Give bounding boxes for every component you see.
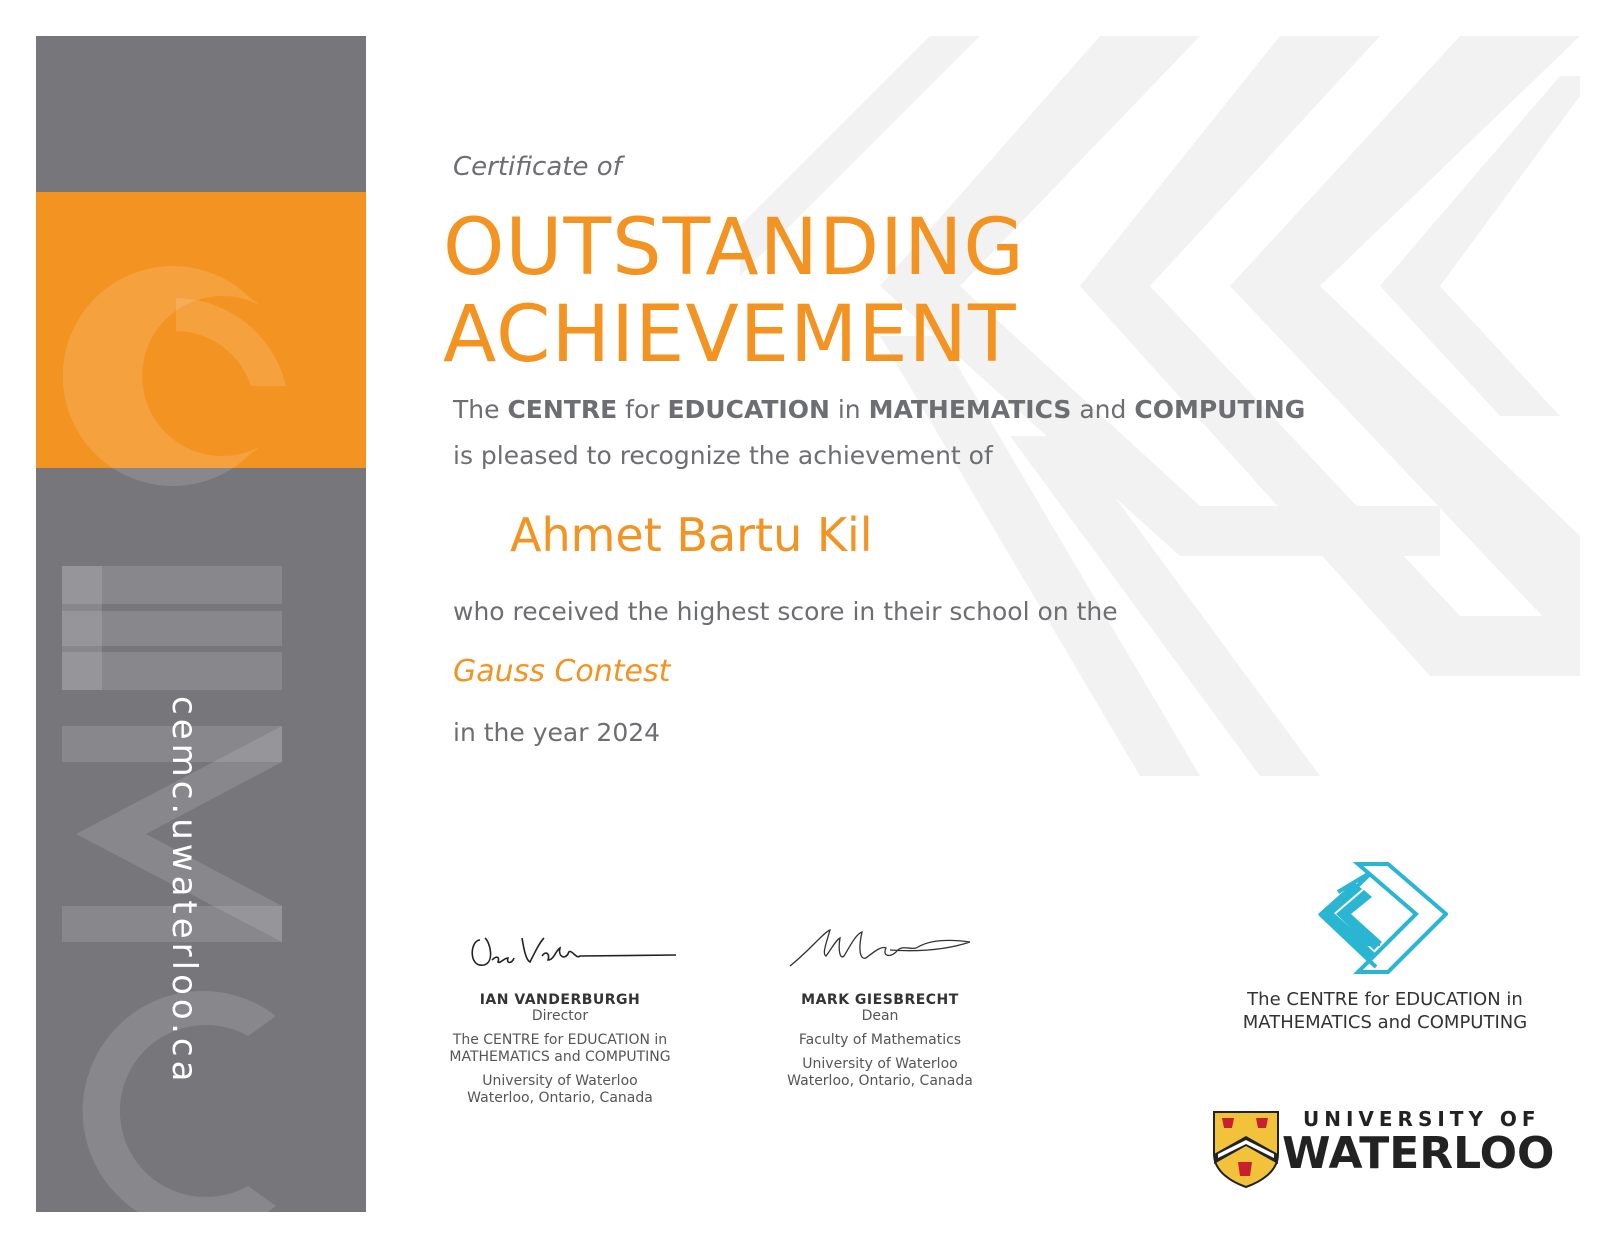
cemc-logo-icon [1318,862,1448,974]
signatory-role: Director [531,1008,589,1024]
org-word: in [837,395,861,424]
signatory-org-line: Faculty of Mathematics [798,1032,962,1048]
title-line-1: OUTSTANDING [443,203,1025,293]
side-band [36,36,366,1212]
university-name-top: UNIVERSITY OF [1303,1107,1541,1131]
signature-block-dean [760,920,1000,1090]
contest-name: Gauss Contest [453,654,671,689]
achievement-line: who received the highest score in their school on the [453,597,1118,626]
org-word: The [453,395,500,424]
signatory-name: IAN VANDERBURGH [479,992,641,1008]
signatory-role: Dean [861,1008,899,1024]
website-url: cemc.uwaterloo.ca [164,696,204,1086]
signatory-org-line: The CENTRE for EDUCATION in [452,1032,668,1048]
signature-image [440,920,680,980]
cemc-logo-text [1225,988,1545,1034]
cemc-logo-text-line: MATHEMATICS and COMPUTING [1242,1012,1528,1033]
signature-image [770,920,990,980]
org-word-bold: MATHEMATICS [868,395,1072,424]
org-word-bold: COMPUTING [1134,395,1306,424]
university-name-main: WATERLOO [1282,1128,1555,1179]
org-word: for [625,395,660,424]
certificate-title [443,205,1025,379]
cemc-logo-text-line: The CENTRE for EDUCATION in [1247,989,1523,1010]
org-word: and [1079,395,1127,424]
year-line: in the year 2024 [453,718,661,747]
org-word-bold: EDUCATION [667,395,830,424]
signatory-institution-line: University of Waterloo [482,1073,638,1089]
signature-block-director [430,920,690,1107]
title-line-2: ACHIEVEMENT [443,290,1017,380]
organization-line [453,395,1305,424]
signatory-institution-line: University of Waterloo [802,1056,958,1072]
signatory-institution-line: Waterloo, Ontario, Canada [467,1090,653,1106]
org-word-bold: CENTRE [507,395,618,424]
signatory-name: MARK GIESBRECHT [801,992,959,1008]
chevron-watermark [680,36,1580,816]
recognition-line: is pleased to recognize the achievement of [453,441,993,470]
signatory-institution-line: Waterloo, Ontario, Canada [787,1073,973,1089]
recipient-name: Ahmet Bartu Kil [510,508,873,562]
university-crest-icon [1212,1110,1280,1188]
certificate-of-label: Certificate of [453,152,622,182]
signatory-org-line: MATHEMATICS and COMPUTING [449,1049,671,1065]
